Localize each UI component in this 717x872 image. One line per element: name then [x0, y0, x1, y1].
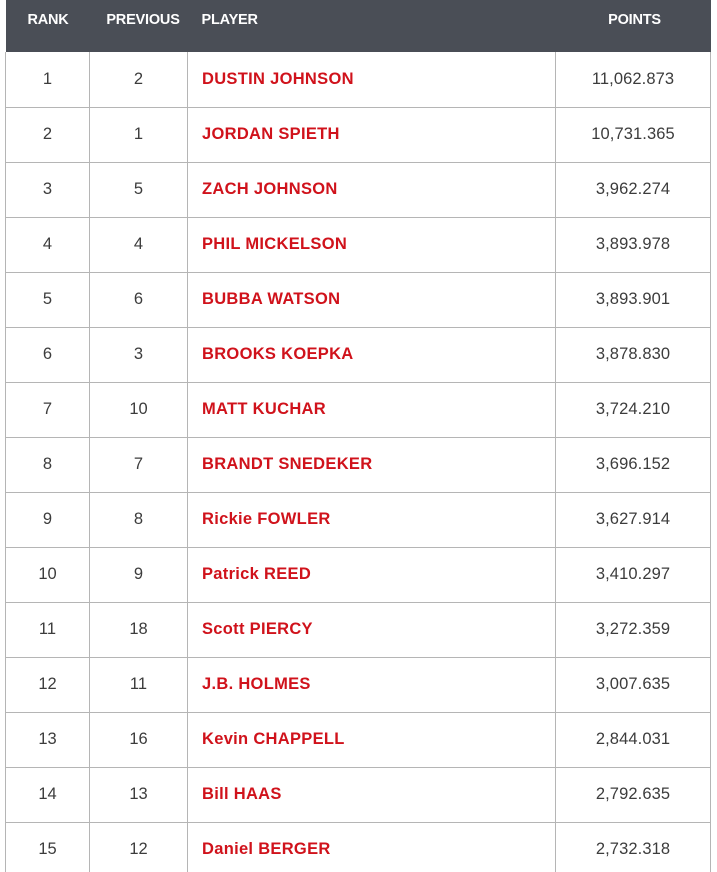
- table-row: [6, 712, 711, 767]
- previous-rank-cell: 8: [90, 492, 188, 547]
- points-cell: 2,732.318: [556, 822, 711, 872]
- points-cell: 3,962.274: [556, 162, 711, 217]
- rank-cell: 11: [6, 602, 90, 657]
- player-name-link[interactable]: JORDAN SPIETH: [188, 107, 556, 162]
- table-row: [6, 547, 711, 602]
- points-cell: 10,731.365: [556, 107, 711, 162]
- player-name-link[interactable]: PHIL MICKELSON: [188, 217, 556, 272]
- previous-rank-cell: 7: [90, 437, 188, 492]
- points-cell: 3,410.297: [556, 547, 711, 602]
- player-name-link[interactable]: Daniel BERGER: [188, 822, 556, 872]
- previous-rank-cell: 5: [90, 162, 188, 217]
- player-name-link[interactable]: ZACH JOHNSON: [188, 162, 556, 217]
- previous-rank-cell: 3: [90, 327, 188, 382]
- previous-rank-cell: 11: [90, 657, 188, 712]
- table-row: [6, 602, 711, 657]
- table-row: [6, 272, 711, 327]
- rank-cell: 8: [6, 437, 90, 492]
- rank-cell: 3: [6, 162, 90, 217]
- rank-column-header[interactable]: RANK: [27, 12, 69, 28]
- table-header: [6, 0, 711, 52]
- points-cell: 3,272.359: [556, 602, 711, 657]
- rank-cell: 10: [6, 547, 90, 602]
- table-row: [6, 657, 711, 712]
- previous-rank-cell: 16: [90, 712, 188, 767]
- points-cell: 2,844.031: [556, 712, 711, 767]
- table-row: [6, 437, 711, 492]
- player-name-link[interactable]: DUSTIN JOHNSON: [188, 52, 556, 107]
- previous-column-header[interactable]: PREVIOUS: [106, 12, 180, 28]
- previous-rank-cell: 12: [90, 822, 188, 872]
- table-row: [6, 492, 711, 547]
- player-name-link[interactable]: Scott PIERCY: [188, 602, 556, 657]
- previous-rank-cell: 4: [90, 217, 188, 272]
- standings-table: [5, 0, 711, 872]
- rank-cell: 2: [6, 107, 90, 162]
- points-column-header[interactable]: POINTS: [608, 12, 661, 28]
- player-name-link[interactable]: J.B. HOLMES: [188, 657, 556, 712]
- player-name-link[interactable]: Rickie FOWLER: [188, 492, 556, 547]
- points-cell: 3,893.901: [556, 272, 711, 327]
- player-name-link[interactable]: Kevin CHAPPELL: [188, 712, 556, 767]
- table-row: [6, 162, 711, 217]
- rank-cell: 4: [6, 217, 90, 272]
- rank-cell: 14: [6, 767, 90, 822]
- table-row: [6, 822, 711, 872]
- rank-cell: 12: [6, 657, 90, 712]
- header-row: [6, 0, 711, 52]
- player-name-link[interactable]: Patrick REED: [188, 547, 556, 602]
- points-cell: 3,007.635: [556, 657, 711, 712]
- player-name-link[interactable]: Bill HAAS: [188, 767, 556, 822]
- table-row: [6, 52, 711, 107]
- points-cell: 3,696.152: [556, 437, 711, 492]
- table-row: [6, 382, 711, 437]
- points-cell: 11,062.873: [556, 52, 711, 107]
- player-name-link[interactable]: BUBBA WATSON: [188, 272, 556, 327]
- rank-cell: 9: [6, 492, 90, 547]
- table-body: [6, 52, 711, 872]
- player-name-link[interactable]: BRANDT SNEDEKER: [188, 437, 556, 492]
- rank-cell: 5: [6, 272, 90, 327]
- player-name-link[interactable]: BROOKS KOEPKA: [188, 327, 556, 382]
- rank-cell: 1: [6, 52, 90, 107]
- previous-rank-cell: 6: [90, 272, 188, 327]
- previous-rank-cell: 18: [90, 602, 188, 657]
- player-column-header[interactable]: PLAYER: [201, 12, 258, 28]
- points-cell: 3,878.830: [556, 327, 711, 382]
- previous-rank-cell: 13: [90, 767, 188, 822]
- points-cell: 3,724.210: [556, 382, 711, 437]
- table-row: [6, 107, 711, 162]
- table-row: [6, 327, 711, 382]
- points-cell: 3,893.978: [556, 217, 711, 272]
- player-name-link[interactable]: MATT KUCHAR: [188, 382, 556, 437]
- previous-rank-cell: 9: [90, 547, 188, 602]
- table-row: [6, 217, 711, 272]
- previous-rank-cell: 2: [90, 52, 188, 107]
- rank-cell: 6: [6, 327, 90, 382]
- previous-rank-cell: 1: [90, 107, 188, 162]
- rank-cell: 7: [6, 382, 90, 437]
- rank-cell: 13: [6, 712, 90, 767]
- rank-cell: 15: [6, 822, 90, 872]
- points-cell: 2,792.635: [556, 767, 711, 822]
- previous-rank-cell: 10: [90, 382, 188, 437]
- table-row: [6, 767, 711, 822]
- points-cell: 3,627.914: [556, 492, 711, 547]
